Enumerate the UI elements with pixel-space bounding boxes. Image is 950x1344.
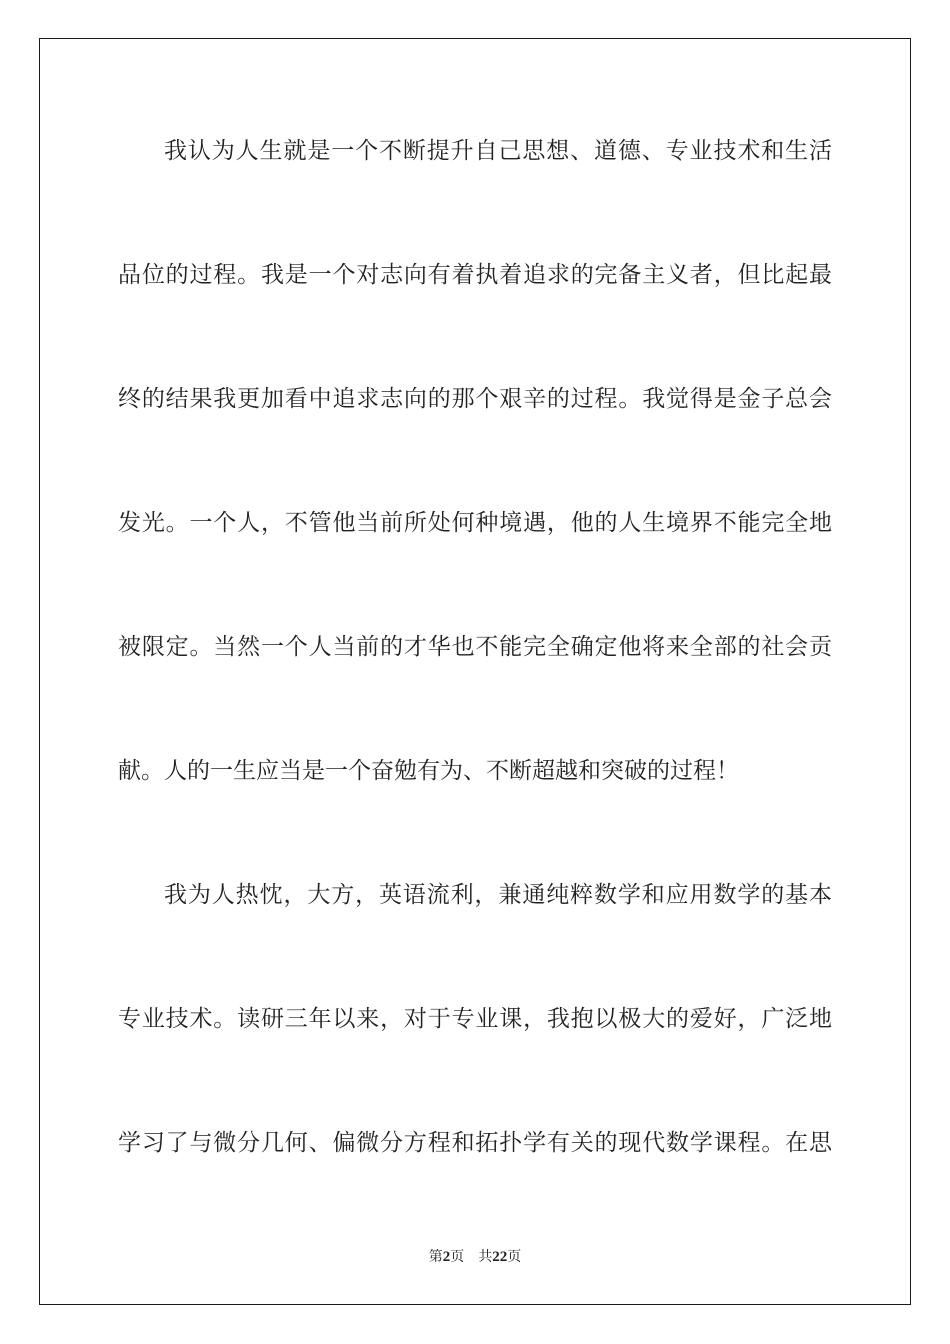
page-border xyxy=(39,38,911,1305)
paragraph-2-line-1: 我为人热忱，大方，英语流利，兼通纯粹数学和应用数学的基本 xyxy=(164,882,832,908)
paragraph-1-line-4: 发光。一个人，不管他当前所处何种境遇，他的人生境界不能完全地 xyxy=(118,510,832,536)
page-total: 22 xyxy=(492,1249,508,1265)
paragraph-1-line-1: 我认为人生就是一个不断提升自己思想、道德、专业技术和生活 xyxy=(164,138,832,164)
paragraph-1-line-5: 被限定。当然一个人当前的才华也不能完全确定他将来全部的社会贡 xyxy=(118,634,832,660)
paragraph-1-line-2: 品位的过程。我是一个对志向有着执着追求的完备主义者，但比起最 xyxy=(118,262,832,288)
page-number: 2 xyxy=(442,1249,451,1265)
paragraph-2-line-3: 学习了与微分几何、偏微分方程和拓扑学有关的现代数学课程。在思 xyxy=(118,1130,832,1156)
paragraph-2-line-2: 专业技术。读研三年以来，对于专业课，我抱以极大的爱好，广泛地 xyxy=(118,1006,832,1032)
page-footer xyxy=(0,1246,950,1266)
page-suffix: 页 xyxy=(450,1249,465,1265)
total-suffix: 页 xyxy=(507,1249,522,1265)
page-prefix: 第 xyxy=(428,1249,443,1265)
paragraph-1-line-3: 终的结果我更加看中追求志向的那个艰辛的过程。我觉得是金子总会 xyxy=(118,386,832,412)
paragraph-1-line-6: 献。人的一生应当是一个奋勉有为、不断超越和突破的过程！ xyxy=(118,758,739,784)
total-prefix: 共 xyxy=(478,1249,493,1265)
